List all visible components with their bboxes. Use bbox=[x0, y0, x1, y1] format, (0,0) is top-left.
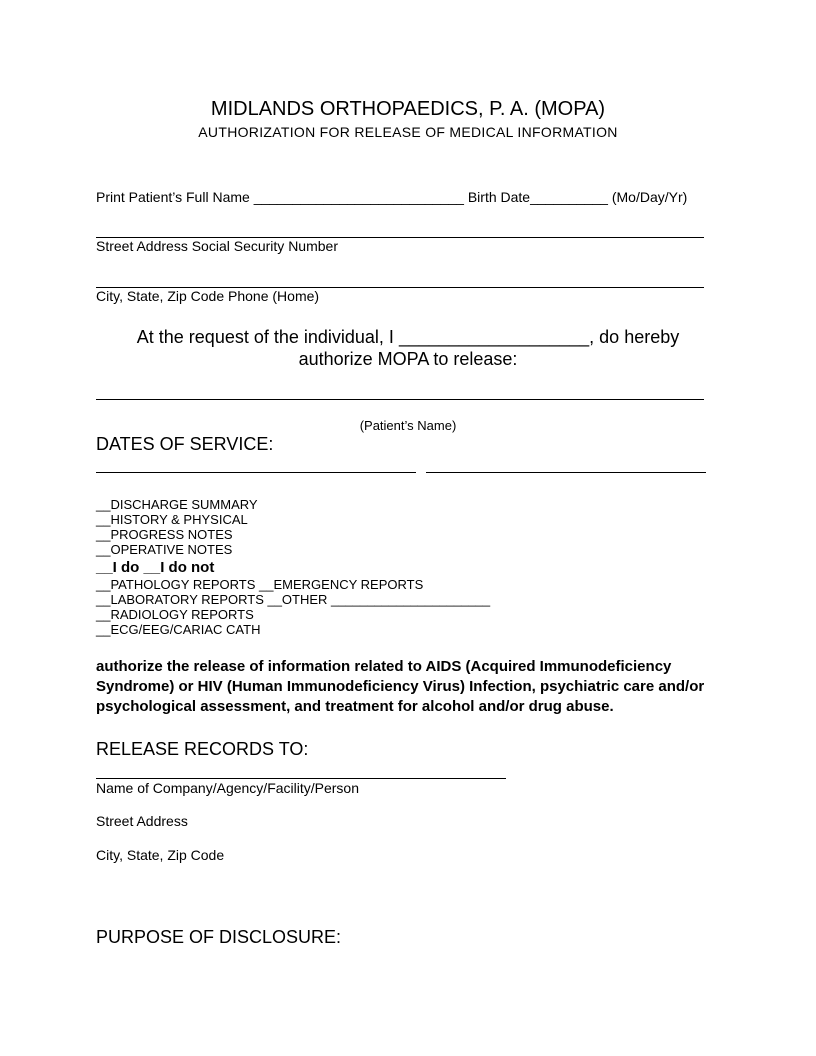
checkbox-i-do-i-do-not[interactable]: __I do __I do not bbox=[96, 559, 215, 576]
recipient-street-label: Street Address bbox=[96, 813, 188, 829]
street-address-label: Street Address Social Security Number bbox=[96, 238, 338, 254]
recipient-city-label: City, State, Zip Code bbox=[96, 847, 225, 863]
patient-name-field[interactable]: ___________________________ bbox=[253, 189, 464, 205]
checkbox-pathology-emergency[interactable]: __PATHOLOGY REPORTS __EMERGENCY REPORTS bbox=[96, 577, 424, 592]
patient-name-caption: (Patient’s Name) bbox=[359, 418, 457, 433]
checkbox-laboratory-other[interactable]: __LABORATORY REPORTS __OTHER ______________________ bbox=[96, 592, 491, 607]
checkbox-radiology-reports[interactable]: __RADIOLOGY REPORTS bbox=[96, 607, 254, 622]
birth-date-label: Birth Date bbox=[467, 189, 531, 205]
dates-of-service-heading: DATES OF SERVICE: bbox=[96, 434, 274, 454]
form-title: MIDLANDS ORTHOPAEDICS, P. A. (MOPA) bbox=[210, 98, 606, 120]
checkbox-operative-notes[interactable]: __OPERATIVE NOTES bbox=[96, 542, 233, 557]
request-prefix: At the request of the individual, I bbox=[136, 327, 394, 347]
birth-date-field[interactable]: __________ bbox=[530, 189, 608, 205]
dates-from-line[interactable] bbox=[96, 472, 416, 473]
recipient-name-label: Name of Company/Agency/Facility/Person bbox=[96, 780, 359, 796]
dates-to-line[interactable] bbox=[426, 472, 706, 473]
birth-date-format: (Mo/Day/Yr) bbox=[611, 189, 688, 205]
request-statement-line2: authorize MOPA to release: bbox=[298, 349, 518, 369]
individual-name-field[interactable]: ___________________ bbox=[398, 327, 590, 347]
request-statement-line1 bbox=[0, 327, 816, 348]
city-state-label: City, State, Zip Code Phone (Home) bbox=[96, 288, 320, 304]
checkbox-history-physical[interactable]: __HISTORY & PHYSICAL bbox=[96, 512, 248, 527]
patient-name-line[interactable] bbox=[96, 399, 704, 400]
patient-name-label: Print Patient’s Full Name bbox=[96, 189, 250, 205]
checkbox-discharge-summary[interactable]: __DISCHARGE SUMMARY bbox=[96, 497, 258, 512]
purpose-heading: PURPOSE OF DISCLOSURE: bbox=[96, 927, 342, 947]
recipient-name-line[interactable] bbox=[96, 778, 506, 779]
checkbox-ecg-eeg-cath[interactable]: __ECG/EEG/CARIAC CATH bbox=[96, 622, 261, 637]
patient-info-row bbox=[96, 189, 687, 205]
release-records-heading: RELEASE RECORDS TO: bbox=[96, 739, 309, 759]
request-suffix: , do hereby bbox=[589, 327, 680, 347]
checkbox-progress-notes[interactable]: __PROGRESS NOTES bbox=[96, 527, 233, 542]
authorization-paragraph: authorize the release of information related to AIDS (Acquired Immunodeficiency Syndrome) or HIV (Human Immunodeficiency Virus) Infection, psychiatric care and/or psychological assessment, and treatment for alcohol and/or drug abuse. bbox=[96, 658, 705, 715]
form-subtitle: AUTHORIZATION FOR RELEASE OF MEDICAL INFORMATION bbox=[198, 124, 618, 140]
